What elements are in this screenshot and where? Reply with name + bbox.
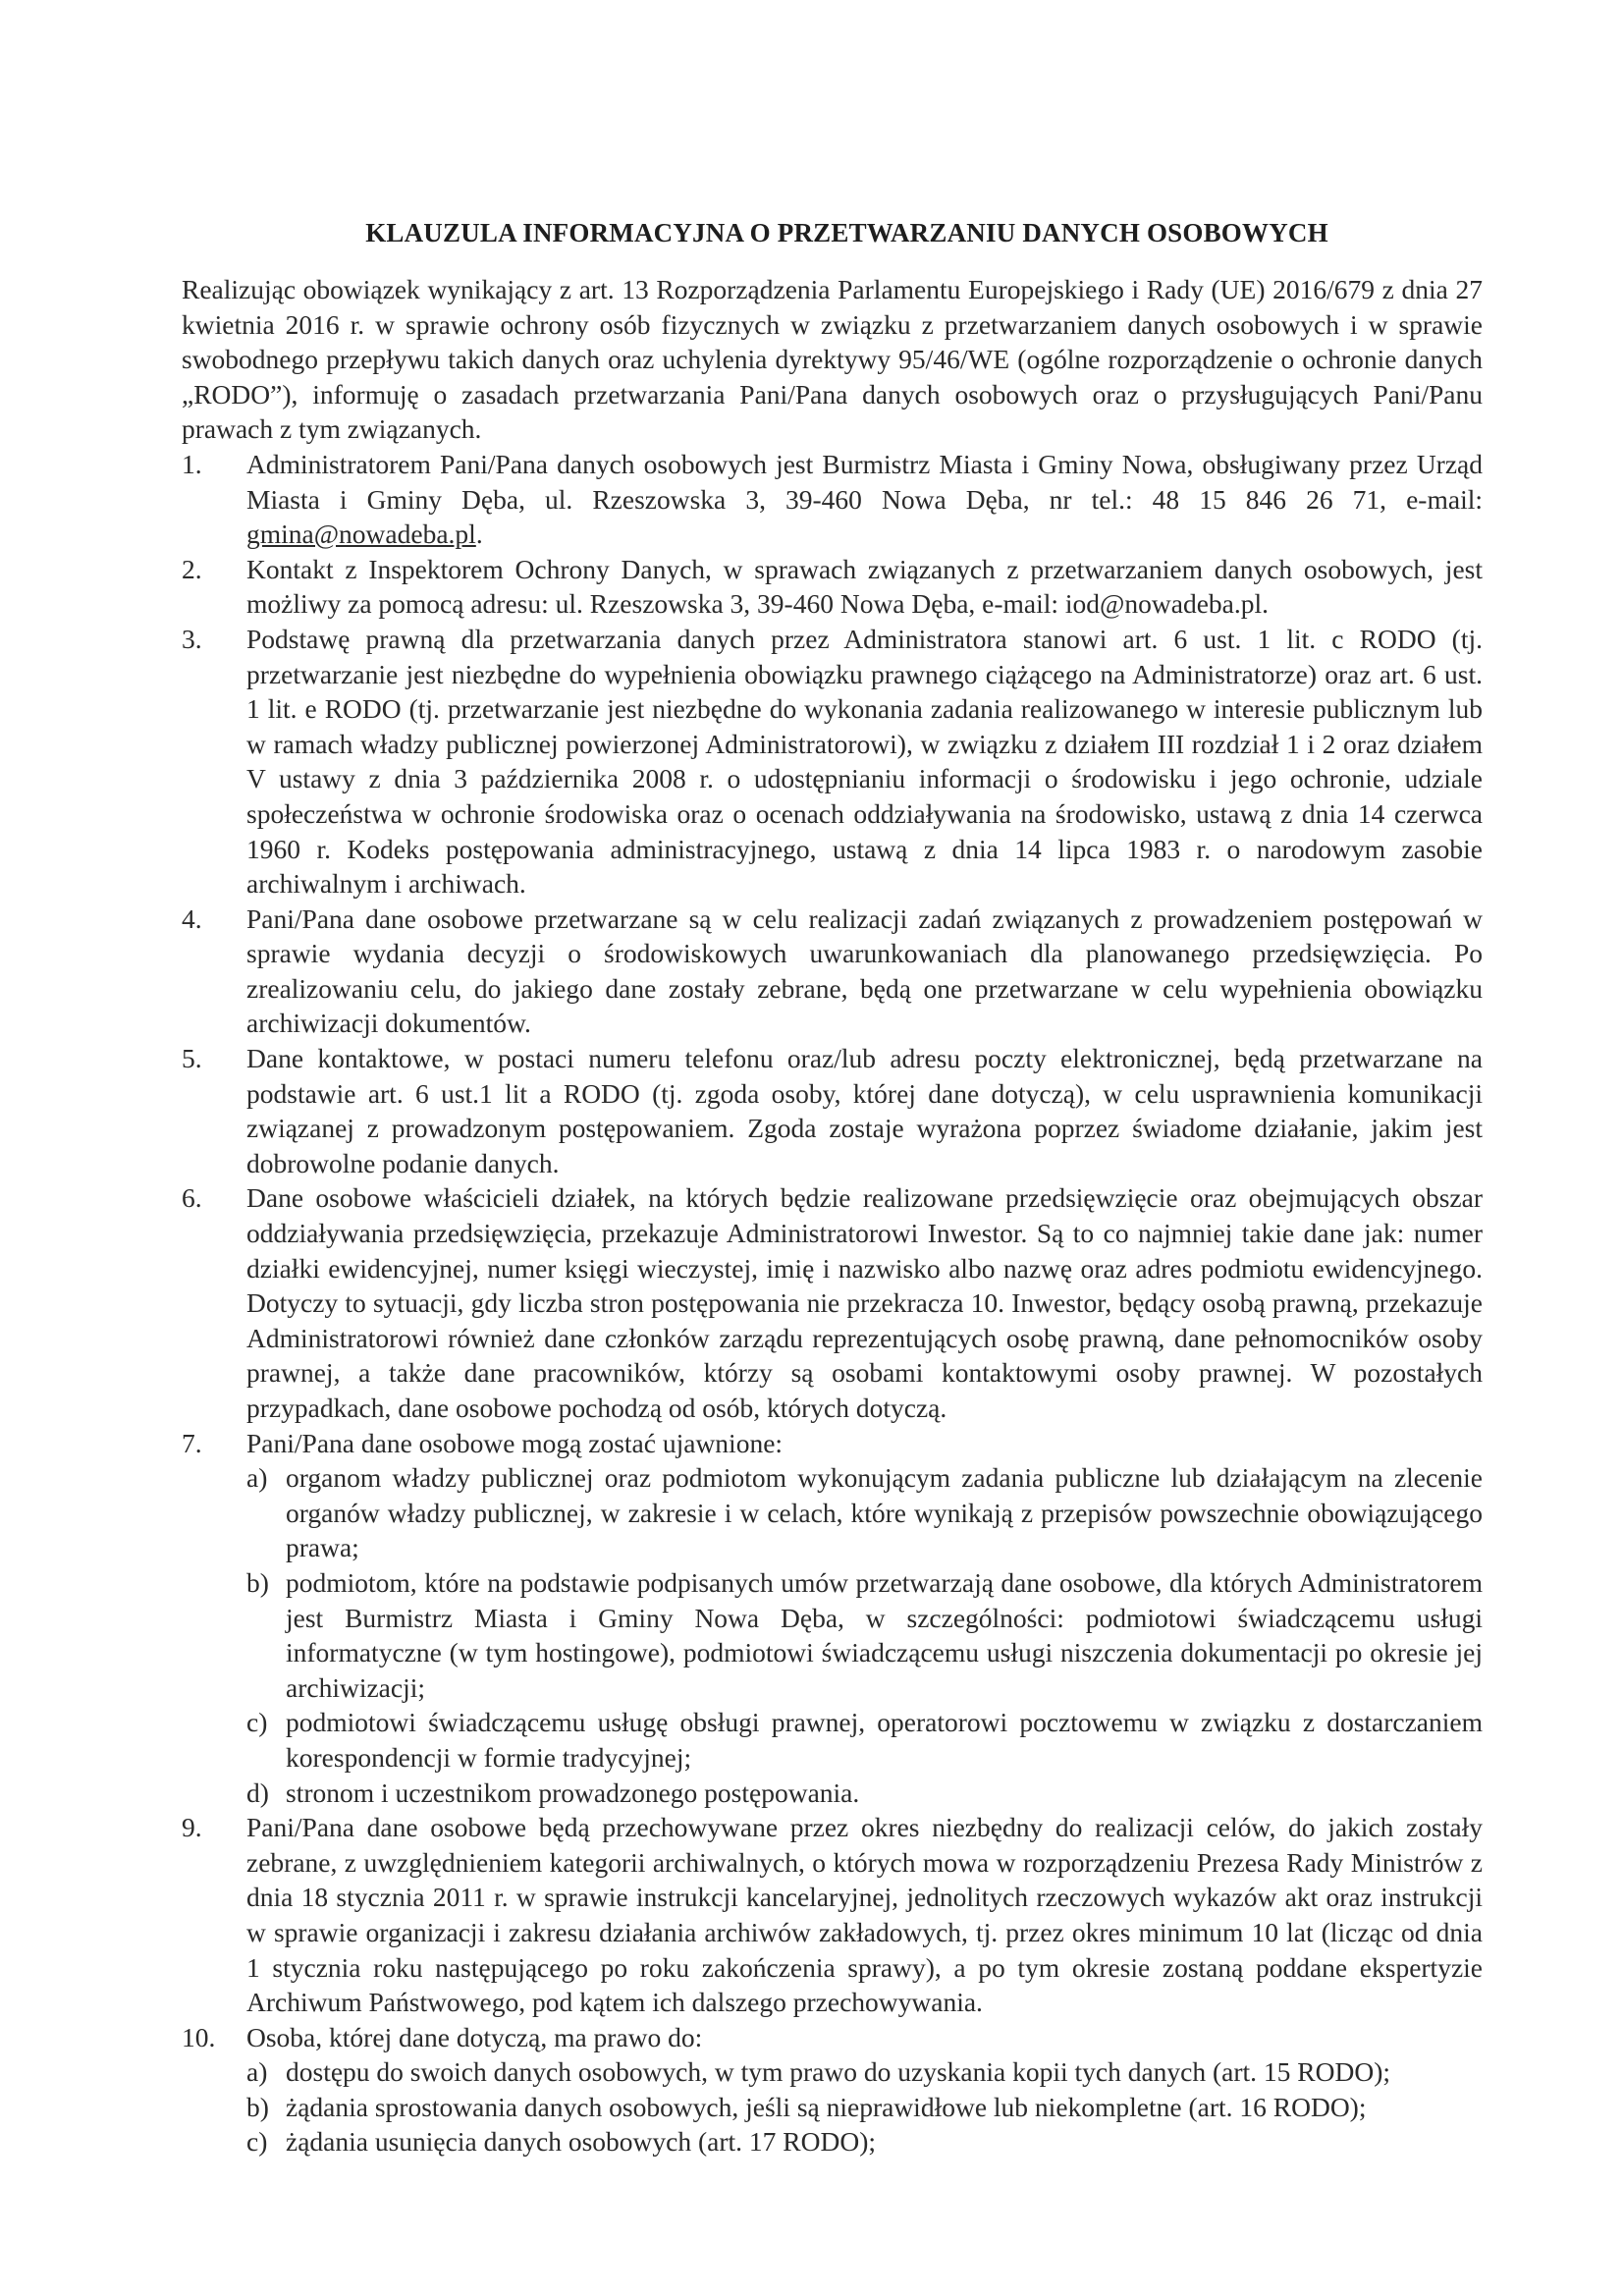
clause-number: 1. xyxy=(182,448,202,479)
clause-number: 4. xyxy=(182,902,202,934)
sub-letter: c) xyxy=(246,1707,268,1738)
sub-letter: c) xyxy=(246,2126,268,2158)
clause-text: Dane kontaktowe, w postaci numeru telefonu oraz/lub adresu poczty elektronicznej, będą przetwarzane na podstawie art. 6 ust.1 lit a RODO (tj. zgoda osoby, której dane dotyczą), w celu usprawnienia komunikacji związanej z prowadzonym postępowaniem. Zgoda zostaje wyrażona poprzez świadome działanie, jakim jest dobrowolne podanie danych. xyxy=(246,1043,1483,1178)
sub-list xyxy=(246,1460,1483,1810)
sub-letter: b) xyxy=(246,2091,269,2122)
clause-list xyxy=(182,447,1483,2159)
clause-text: Podstawę prawną dla przetwarzania danych przez Administratora stanowi art. 6 ust. 1 lit. c RODO (tj. przetwarzanie jest niezbędne do wypełnienia obowiązku prawnego ciążącego na Administratorze) oraz art. 6 ust. 1 lit. e RODO (tj. przetwarzanie jest niezbędne do wykonania zadania realizowanego w interesie publicznym lub w ramach władzy publicznej powierzonej Administratorowi), w związku z działem III rozdział 1 i 2 oraz działem V ustawy z dnia 3 października 2008 r. o udostępnianiu informacji o środowisku i jego ochronie, udziale społeczeństwa w ochronie środowiska oraz o ocenach oddziaływania na środowisko, ustawą z dnia 14 czerwca 1960 r. Kodeks postępowania administracyjnego, ustawą z dnia 14 lipca 1983 r. o narodowym zasobie archiwalnym i archiwach. xyxy=(246,623,1483,900)
clause-number: 10. xyxy=(182,2021,216,2052)
sub-text: stronom i uczestnikom prowadzonego postępowania. xyxy=(286,1777,860,1808)
document-page xyxy=(182,218,1483,2159)
sub-item-d xyxy=(246,1776,1483,1811)
clause-number: 6. xyxy=(182,1182,202,1214)
clause-text: Pani/Pana dane osobowe będą przechowywane przez okres niezbędny do realizacji celów, do jakich zostały zebrane, z uwzględnieniem kategorii archiwalnych, o których mowa w rozporządzeniu Prezesa Rady Ministrów z dnia 18 stycznia 2011 r. w sprawie instrukcji kancelaryjnej, jednolitych rzeczowych wykazów akt oraz instrukcji w sprawie organizacji i zakresu działania archiwów zakładowych, tj. przez okres minimum 10 lat (licząc od dnia 1 stycznia roku następującego po roku zakończenia sprawy), a po tym okresie zostaną poddane ekspertyzie Archiwum Państwowego, pod kątem ich dalszego przechowywania. xyxy=(246,1812,1483,2018)
sub-text: podmiotom, które na podstawie podpisanych umów przetwarzają dane osobowe, dla których Administratorem jest Burmistrz Miasta i Gminy Nowa Dęba, w szczególności: podmiotowi świadczącemu usługi informatyczne (w tym hostingowe), podmiotowi świadczącemu usługi niszczenia dokumentacji po okresie jej archiwizacji; xyxy=(286,1566,1483,1703)
clause-number: 7. xyxy=(182,1427,202,1458)
clause-number: 9. xyxy=(182,1812,202,1843)
admin-email-link[interactable]: gmina@nowadeba.pl xyxy=(246,519,476,550)
sub-text: dostępu do swoich danych osobowych, w tym prawo do uzyskania kopii tych danych (art. 15 RODO); xyxy=(286,2056,1391,2088)
sub-letter: a) xyxy=(246,1462,268,1494)
clause-number: 3. xyxy=(182,623,202,654)
clause-text: Pani/Pana dane osobowe mogą zostać ujawnione: xyxy=(246,1427,784,1458)
sub-letter: d) xyxy=(246,1777,269,1808)
sub-list xyxy=(246,2054,1483,2159)
clause-number: 2. xyxy=(182,553,202,584)
sub-letter: a) xyxy=(246,2056,268,2088)
sub-letter: b) xyxy=(246,1566,269,1598)
sub-text: żądania sprostowania danych osobowych, jeśli są nieprawidłowe lub niekompletne (art. 16 RODO); xyxy=(286,2091,1367,2122)
clause-text: Osoba, której dane dotyczą, ma prawo do: xyxy=(246,2021,703,2052)
sub-item-b xyxy=(246,2090,1483,2125)
clause-item-3 xyxy=(182,622,1483,902)
intro-paragraph: Realizując obowiązek wynikający z art. 13 Rozporządzenia Parlamentu Europejskiego i Rady (UE) 2016/679 z dnia 27 kwietnia 2016 r. w sprawie ochrony osób fizycznych w związku z przetwarzaniem danych osobowych i w sprawie swobodnego przepływu takich danych oraz uchylenia dyrektywy 95/46/WE (ogólne rozporządzenie o ochronie danych „RODO”), informuję o zasadach przetwarzania Pani/Pana danych osobowych oraz o przysługujących Pani/Panu prawach z tym związanych. xyxy=(182,274,1483,445)
document-title: KLAUZULA INFORMACYJNA O PRZETWARZANIU DANYCH OSOBOWYCH xyxy=(365,218,1328,247)
clause-item-6 xyxy=(182,1180,1483,1425)
clause-text: Kontakt z Inspektorem Ochrony Danych, w sprawach związanych z przetwarzaniem danych osobowych, jest możliwy za pomocą adresu: ul. Rzeszowska 3, 39-460 Nowa Dęba, e-mail: iod@nowadeba.pl. xyxy=(246,553,1483,620)
clause-item-2 xyxy=(182,552,1483,622)
sub-item-b xyxy=(246,1565,1483,1705)
sub-item-c xyxy=(246,2124,1483,2159)
clause-text: Administratorem Pani/Pana danych osobowych jest Burmistrz Miasta i Gminy Nowa, obsługiwany przez Urząd Miasta i Gminy Dęba, ul. Rzeszowska 3, 39-460 Nowa Dęba, nr tel.: 48 15 846 26 71, e-mail: gmina@nowadeba.pl. xyxy=(246,448,1483,550)
clause-item-9 xyxy=(182,1810,1483,2020)
clause-text: Dane osobowe właścicieli działek, na których będzie realizowane przedsięwzięcie oraz obejmujących obszar oddziaływania przedsięwzięcia, przekazuje Administratorowi Inwestor. Są to co najmniej takie dane jak: numer działki ewidencyjnej, numer księgi wieczystej, imię i nazwisko albo nazwę oraz adres podmiotu ewidencyjnego. Dotyczy to sytuacji, gdy liczba stron postępowania nie przekracza 10. Inwestor, będący osobą prawną, przekazuje Administratorowi również dane członków zarządu reprezentujących osobę prawną, dane pełnomocników osoby prawnej, a także dane pracowników, którzy są osobami kontaktowymi osoby prawnej. W pozostałych przypadkach, dane osobowe pochodzą od osób, których dotyczą. xyxy=(246,1182,1483,1423)
sub-item-c xyxy=(246,1705,1483,1775)
clause-number: 5. xyxy=(182,1043,202,1074)
clause-item-1 xyxy=(182,447,1483,552)
clause-item-10 xyxy=(182,2020,1483,2159)
sub-text: żądania usunięcia danych osobowych (art. 17 RODO); xyxy=(286,2126,876,2158)
sub-text: organom władzy publicznej oraz podmiotom wykonującym zadania publiczne lub działającym na zlecenie organów władzy publicznej, w zakresie i w celach, które wynikają z przepisów powszechnie obowiązującego prawa; xyxy=(286,1462,1483,1563)
clause-text: Pani/Pana dane osobowe przetwarzane są w celu realizacji zadań związanych z prowadzeniem postępowań w sprawie wydania decyzji o środowiskowych uwarunkowaniach dla planowanego przedsięwzięcia. Po zrealizowaniu celu, do jakiego dane zostały zebrane, będą one przetwarzane w celu wypełnienia obowiązku archiwizacji dokumentów. xyxy=(246,902,1483,1039)
sub-item-a xyxy=(246,2054,1483,2090)
clause-item-4 xyxy=(182,902,1483,1041)
sub-item-a xyxy=(246,1460,1483,1565)
clause-item-5 xyxy=(182,1041,1483,1180)
sub-text: podmiotowi świadczącemu usługę obsługi prawnej, operatorowi pocztowemu w związku z dostarczaniem korespondencji w formie tradycyjnej; xyxy=(286,1707,1483,1773)
clause-item-7 xyxy=(182,1426,1483,1811)
